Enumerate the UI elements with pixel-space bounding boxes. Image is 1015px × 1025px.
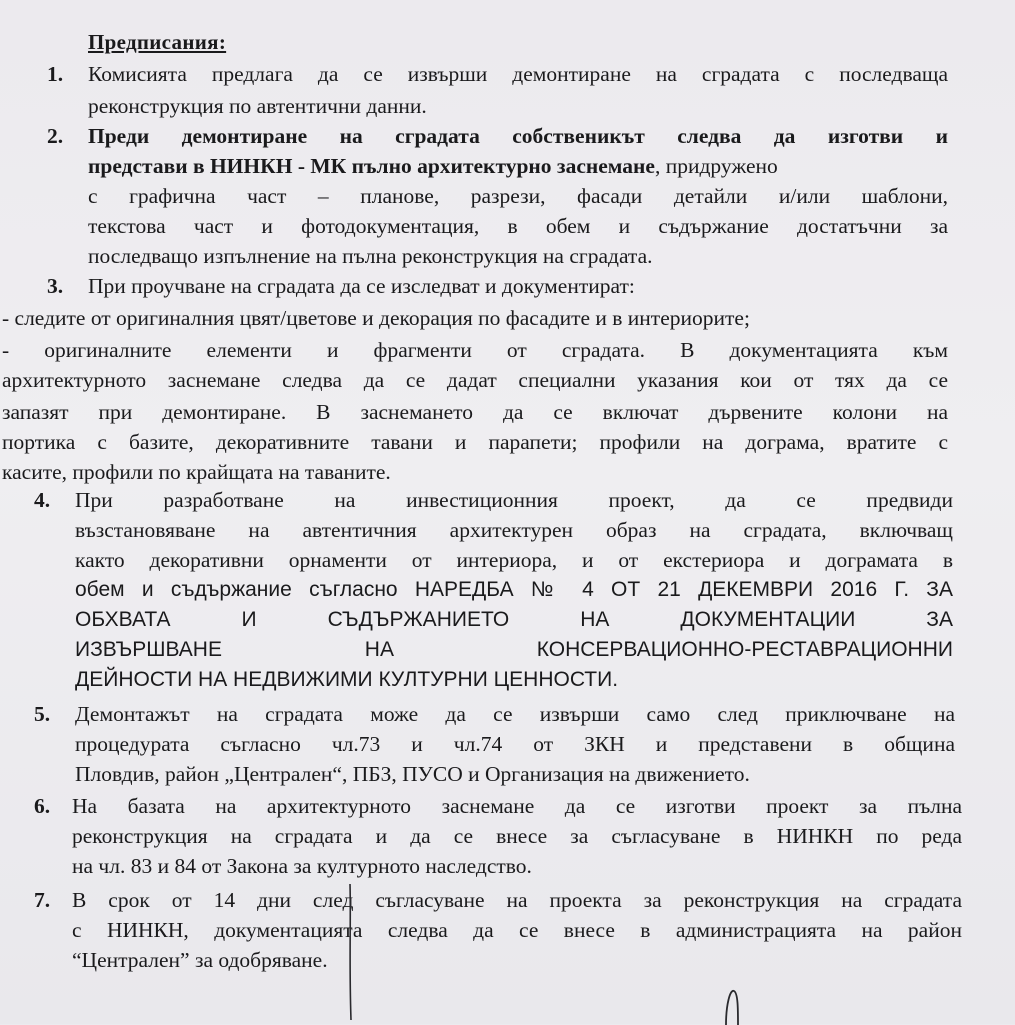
item-3-line-5: запазят при демонтиране. В заснемането да се включат дървените колони на [2, 400, 948, 424]
item-4-line-3: както декоративни орнаменти от интериора, и от екстериора и дограмата в [75, 548, 953, 572]
item-2-line-4: текстова част и фотодокументация, в обем и съдържание достатъчни за [88, 214, 948, 238]
item-3-line-2: - следите от оригиналния цвят/цветове и декорация по фасадите и в интериорите; [2, 306, 750, 330]
item-1-line-1: Комисията предлага да се извърши демонтиране на сградата с последваща [88, 62, 948, 86]
item-number-3: 3. [47, 274, 64, 298]
item-number-1: 1. [47, 62, 64, 86]
item-4-line-4: обем и съдържание съгласно НАРЕДБА № 4 ОТ 21 ДЕКЕМВРИ 2016 Г. ЗА [75, 578, 953, 601]
item-4-line-2: възстановяване на автентичния архитектурен образ на сградата, включващ [75, 518, 953, 542]
item-4-line-7: ДЕЙНОСТИ НА НЕДВИЖИМИ КУЛТУРНИ ЦЕННОСТИ. [75, 668, 619, 691]
item-7-line-3: “Централен” за одобряване. [72, 948, 328, 972]
section-heading: Предписания: [88, 30, 227, 54]
item-4-line-5: ОБХВАТА И СЪДЪРЖАНИЕТО НА ДОКУМЕНТАЦИИ ЗА [75, 608, 953, 631]
item-2-line-2 [88, 152, 778, 180]
item-number-5: 5. [34, 702, 51, 726]
item-4-line-1: При разработване на инвестиционния проект, да се предвиди [75, 488, 953, 512]
item-1-line-2: реконструкция по автентични данни. [88, 94, 427, 118]
item-5-line-3: Пловдив, район „Централен“, ПБЗ, ПУСО и Организация на движението. [75, 762, 750, 786]
item-number-7: 7. [34, 888, 51, 912]
item-7-line-2: с НИНКН, документацията следва да се внесе в администрацията на район [72, 918, 962, 942]
item-3-line-6: портика с базите, декоративните тавани и парапети; профили на дограма, вратите с [2, 430, 948, 454]
item-2-line-3: с графична част – планове, разрези, фасади детайли и/или шаблони, [88, 184, 948, 208]
item-6-line-3: на чл. 83 и 84 от Закона за културното наследство. [72, 854, 532, 878]
item-4-line-6: ИЗВЪРШВАНЕ НА КОНСЕРВАЦИОННО-РЕСТАВРАЦИОННИ [75, 638, 953, 661]
item-3-line-3: - оригиналните елементи и фрагменти от сградата. В документацията към [2, 338, 948, 362]
item-3-line-1: При проучване на сградата да се изследват и документират: [88, 274, 635, 298]
handwritten-signature-mark [710, 985, 750, 1025]
item-3-line-4: архитектурното заснемане следва да се дадат специални указания кои от тях да се [2, 368, 948, 392]
item-6-line-1: На базата на архитектурното заснемане да се изготви проект за пълна [72, 794, 962, 818]
item-6-line-2: реконструкция на сградата и да се внесе за съгласуване в НИНКН по реда [72, 824, 962, 848]
item-5-line-2: процедурата съгласно чл.73 и чл.74 от ЗКН и представени в община [75, 732, 955, 756]
item-5-line-1: Демонтажът на сградата може да се извърши само след приключване на [75, 702, 955, 726]
item-number-4: 4. [34, 488, 51, 512]
item-3-line-7: касите, профили по крайщата на таваните. [2, 460, 391, 484]
item-2-line-2-rest: , придружено [654, 154, 778, 178]
item-number-2: 2. [47, 124, 64, 148]
item-7-line-1: В срок от 14 дни след съгласуване на проекта за реконструкция на сградата [72, 888, 962, 912]
pen-stroke-vertical [340, 880, 360, 1024]
item-2-line-1: Преди демонтиране на сградата собственикът следва да изготви и [88, 124, 948, 148]
item-2-line-2-bold: представи в НИНКН - МК пълно архитектурно заснемане [88, 154, 655, 178]
item-number-6: 6. [34, 794, 51, 818]
item-2-line-5: последващо изпълнение на пълна реконструкция на сградата. [88, 244, 653, 268]
